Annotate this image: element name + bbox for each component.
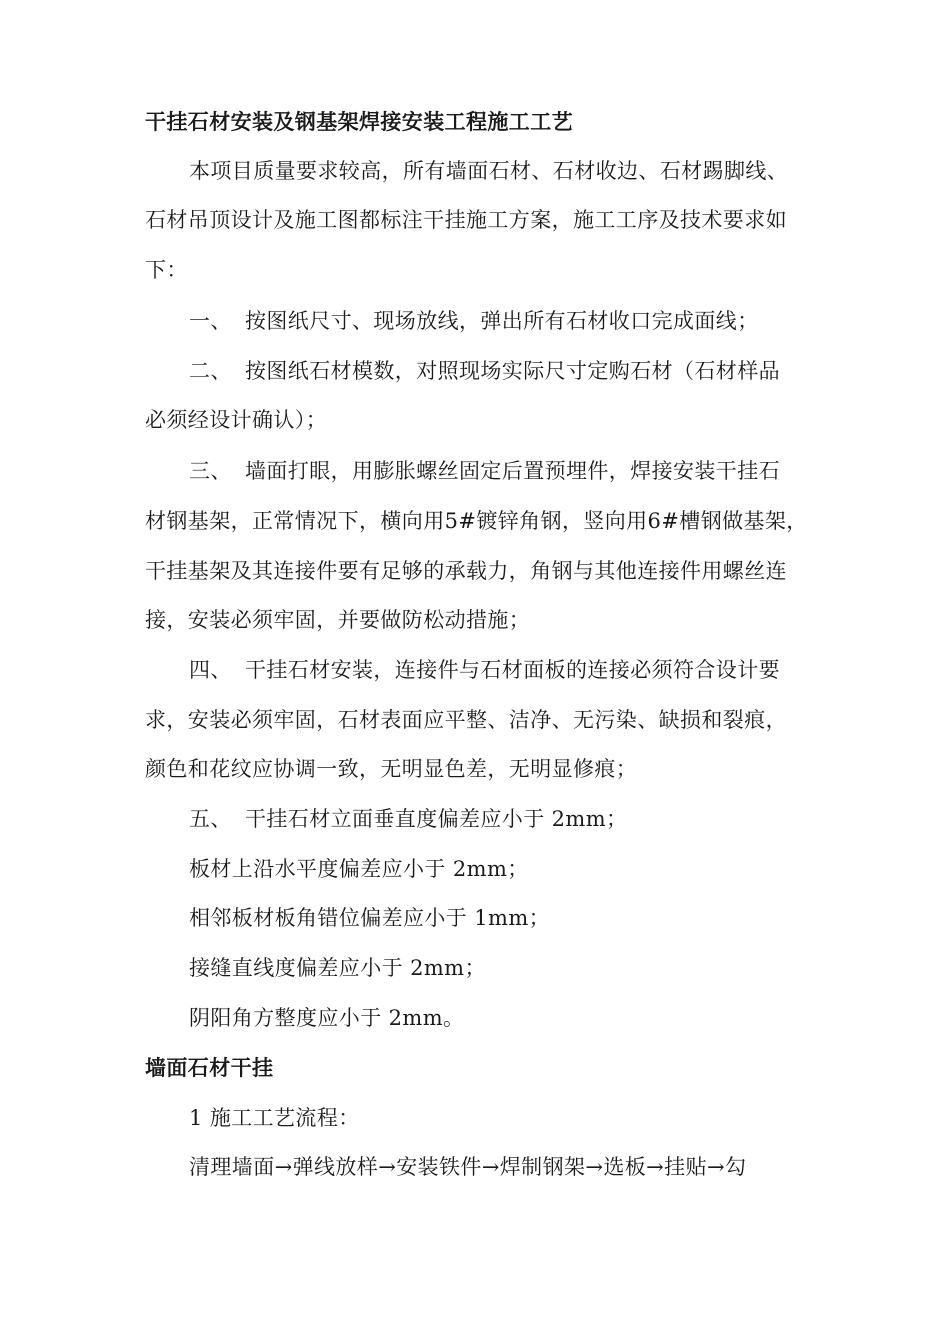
list-item-text: 按图纸石材模数，对照现场实际尺寸定购石材（石材样品 <box>245 359 780 383</box>
tolerance-line-3: 接缝直线度偏差应小于 2mm； <box>189 956 486 980</box>
list-item-text: 按图纸尺寸、现场放线，弹出所有石材收口完成面线； <box>245 309 759 333</box>
list-item-text: 干挂石材安装，连接件与石材面板的连接必须符合设计要 <box>245 658 780 682</box>
intro-line-2: 石材吊顶设计及施工图都标注干挂施工方案，施工工序及技术要求如 <box>145 208 787 232</box>
list-item-4-cont-2: 颜色和花纹应协调一致，无明显色差，无明显修痕； <box>145 757 638 781</box>
list-item-4 <box>189 656 780 684</box>
list-item-5 <box>189 805 627 833</box>
list-item-number: 一、 <box>189 309 232 333</box>
list-item-3-cont-2: 干挂基架及其连接件要有足够的承载力，角钢与其他连接件用螺丝连 <box>145 559 787 583</box>
section-heading: 墙面石材干挂 <box>145 1055 274 1080</box>
list-item-4-cont-1: 求，安装必须牢固，石材表面应平整、洁净、无污染、缺损和裂痕， <box>145 708 787 732</box>
process-flow: 清理墙面→弹线放样→安装铁件→焊制钢架→选板→挂贴→勾 <box>189 1155 747 1179</box>
step-title: 1 施工工艺流程： <box>189 1106 360 1130</box>
list-item-1 <box>189 307 759 335</box>
list-item-number: 二、 <box>189 359 232 383</box>
document-title: 干挂石材安装及钢基架焊接安装工程施工工艺 <box>145 109 573 134</box>
list-item-2-cont: 必须经设计确认）； <box>145 408 328 432</box>
list-item-2 <box>189 357 780 385</box>
list-item-3-cont-1: 材钢基架，正常情况下，横向用5#镀锌角钢，竖向用6#槽钢做基架， <box>145 509 808 533</box>
list-item-text: 干挂石材立面垂直度偏差应小于 2mm； <box>245 807 628 831</box>
list-item-3 <box>189 457 780 485</box>
list-item-number: 五、 <box>189 807 232 831</box>
list-item-3-cont-3: 接，安装必须牢固，并要做防松动措施； <box>145 608 531 632</box>
list-item-number: 四、 <box>189 658 232 682</box>
tolerance-line-2: 相邻板材板角错位偏差应小于 1mm； <box>189 906 551 930</box>
intro-line-3: 下： <box>145 258 188 282</box>
list-item-text: 墙面打眼，用膨胀螺丝固定后置预埋件，焊接安装干挂石 <box>245 459 780 483</box>
list-item-number: 三、 <box>189 459 232 483</box>
tolerance-line-4: 阴阳角方整度应小于 2mm。 <box>189 1006 465 1030</box>
intro-line-1: 本项目质量要求较高，所有墙面石材、石材收边、石材踢脚线、 <box>189 159 789 183</box>
tolerance-line-1: 板材上沿水平度偏差应小于 2mm； <box>189 857 529 881</box>
